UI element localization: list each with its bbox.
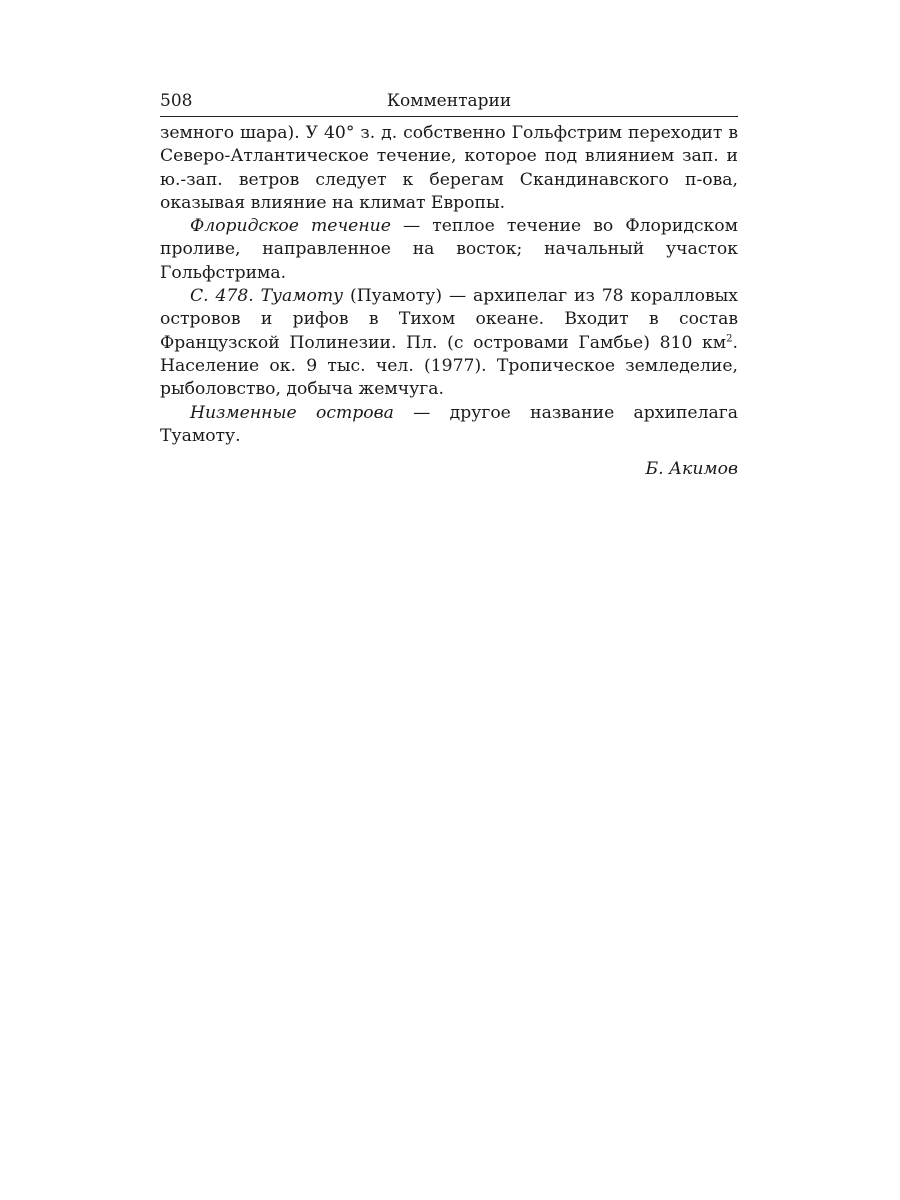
page-reference-tuamotu: С. 478. Туамоту [190,286,344,307]
page-number: 508 [160,91,193,111]
book-page [160,88,738,481]
term-florida-current: Флоридское течение [190,216,391,237]
paragraph-florida-current [160,215,738,285]
paragraph-text: — теплое течение во Флоридском проливе, направленное на восток; начальный участок Гольфстрима. [160,216,738,283]
paragraph-low-islands [160,402,738,449]
paragraph-text: земного шара). У 40° з. д. собственно Гольфстрим переходит в Северо-Атлантическое течение, которое под влиянием зап. и ю.-зап. ветров следует к берегам Скандинавского п-ова, оказывая влияние на климат Европы. [160,123,738,213]
paragraph-text-part-2: . Население ок. 9 тыс. чел. (1977). Тропическое земледелие, рыболовство, добыча жемчуга. [160,332,738,400]
paragraph-gulfstream [160,122,738,215]
section-title: Комментарии [386,91,512,111]
paragraph-text: — другое название архипелага Туамоту. [160,402,738,446]
running-head [160,88,738,117]
paragraph-tuamotu [160,285,738,401]
commentary-text [160,122,738,448]
paragraph-text-part-1: (Пуамоту) — архипелаг из 78 коралловых островов и рифов в Тихом океане. Входит в состав Французской Полинезии. Пл. (с островами Гамбье) 810 км [160,286,738,353]
term-low-islands: Низменные острова [190,402,394,423]
superscript-square: 2 [726,332,733,344]
author-signature: Б. Акимов [645,459,738,480]
